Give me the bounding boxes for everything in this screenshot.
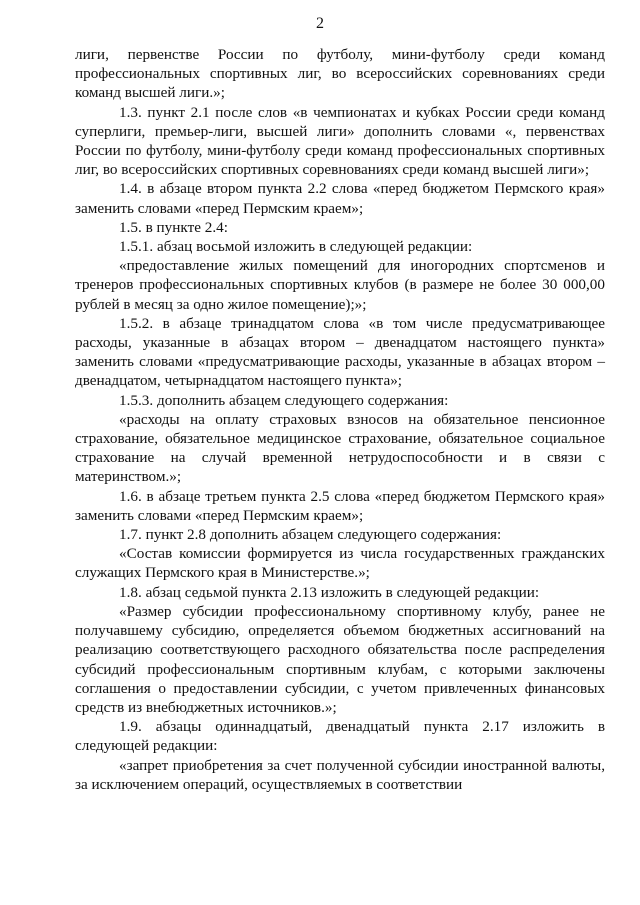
paragraph-item-1-7: 1.7. пункт 2.8 дополнить абзацем следующего содержания: (119, 526, 502, 544)
paragraph-quote-commission: «Состав комиссии формируется из числа государственных гражданских служащих Пермского края в Министерстве.»; (75, 545, 605, 582)
paragraph-continuation: лиги, первенстве России по футболу, мини-футболу среди команд профессиональных спортивных лиг, во всероссийских соревнованиях среди команд высшей лиги.»; (75, 46, 605, 102)
page-number: 2 (316, 15, 324, 32)
paragraph-item-1-3: 1.3. пункт 2.1 после слов «в чемпионатах и кубках России среди команд суперлиги, премьер-лиги, высшей лиги» дополнить словами «, первенствах России по футболу, мини-футболу среди команд профессиональных спортивных лиг, во всероссийских спортивных соревнованиях среди команд высшей лиги»; (75, 103, 605, 179)
paragraph-quote-insurance: «расходы на оплату страховых взносов на обязательное пенсионное страхование, обязательное медицинское страхование, обязательное социальное страхование на случай временной нетрудоспособности и в связи с материнством.»; (75, 410, 605, 486)
paragraph-item-1-5: 1.5. в пункте 2.4: (119, 218, 228, 236)
paragraph-item-1-9: 1.9. абзацы одиннадцатый, двенадцатый пункта 2.17 изложить в следующей редакции: (75, 718, 605, 755)
paragraph-item-1-5-1: 1.5.1. абзац восьмой изложить в следующей редакции: (119, 238, 473, 256)
paragraph-item-1-6: 1.6. в абзаце третьем пункта 2.5 слова «перед бюджетом Пермского края» заменить словами «перед Пермским краем»; (75, 487, 605, 524)
paragraph-item-1-4: 1.4. в абзаце втором пункта 2.2 слова «перед бюджетом Пермского края» заменить словами «перед Пермским краем»; (75, 180, 605, 217)
document-body (75, 45, 605, 794)
paragraph-quote-housing: «предоставление жилых помещений для иногородних спортсменов и тренеров профессиональных спортивных клубов (в размере не более 30 000,00 рублей в месяц за одно жилое помещение);»; (75, 257, 605, 313)
paragraph-quote-currency: «запрет приобретения за счет полученной субсидии иностранной валюты, за исключением операций, осуществляемых в соответствии (75, 756, 605, 793)
paragraph-quote-subsidy: «Размер субсидии профессиональному спортивному клубу, ранее не получавшему субсидию, определяется объемом бюджетных ассигнований на реализацию соответствующего расходного обязательства после распределения субсидий профессиональным спортивным клубам, с которыми заключены соглашения о предоставлении субсидии, с учетом привлеченных финансовых средств из внебюджетных источников.»; (75, 602, 605, 716)
paragraph-item-1-5-2: 1.5.2. в абзаце тринадцатом слова «в том числе предусматривающее расходы, указанные в абзацах втором – двенадцатом настоящего пункта» заменить словами «предусматривающие расходы, указанные в абзацах втором – двенадцатом, четырнадцатом настоящего пункта»; (75, 314, 605, 390)
paragraph-item-1-5-3: 1.5.3. дополнить абзацем следующего содержания: (119, 391, 449, 409)
paragraph-item-1-8: 1.8. абзац седьмой пункта 2.13 изложить в следующей редакции: (119, 583, 540, 601)
